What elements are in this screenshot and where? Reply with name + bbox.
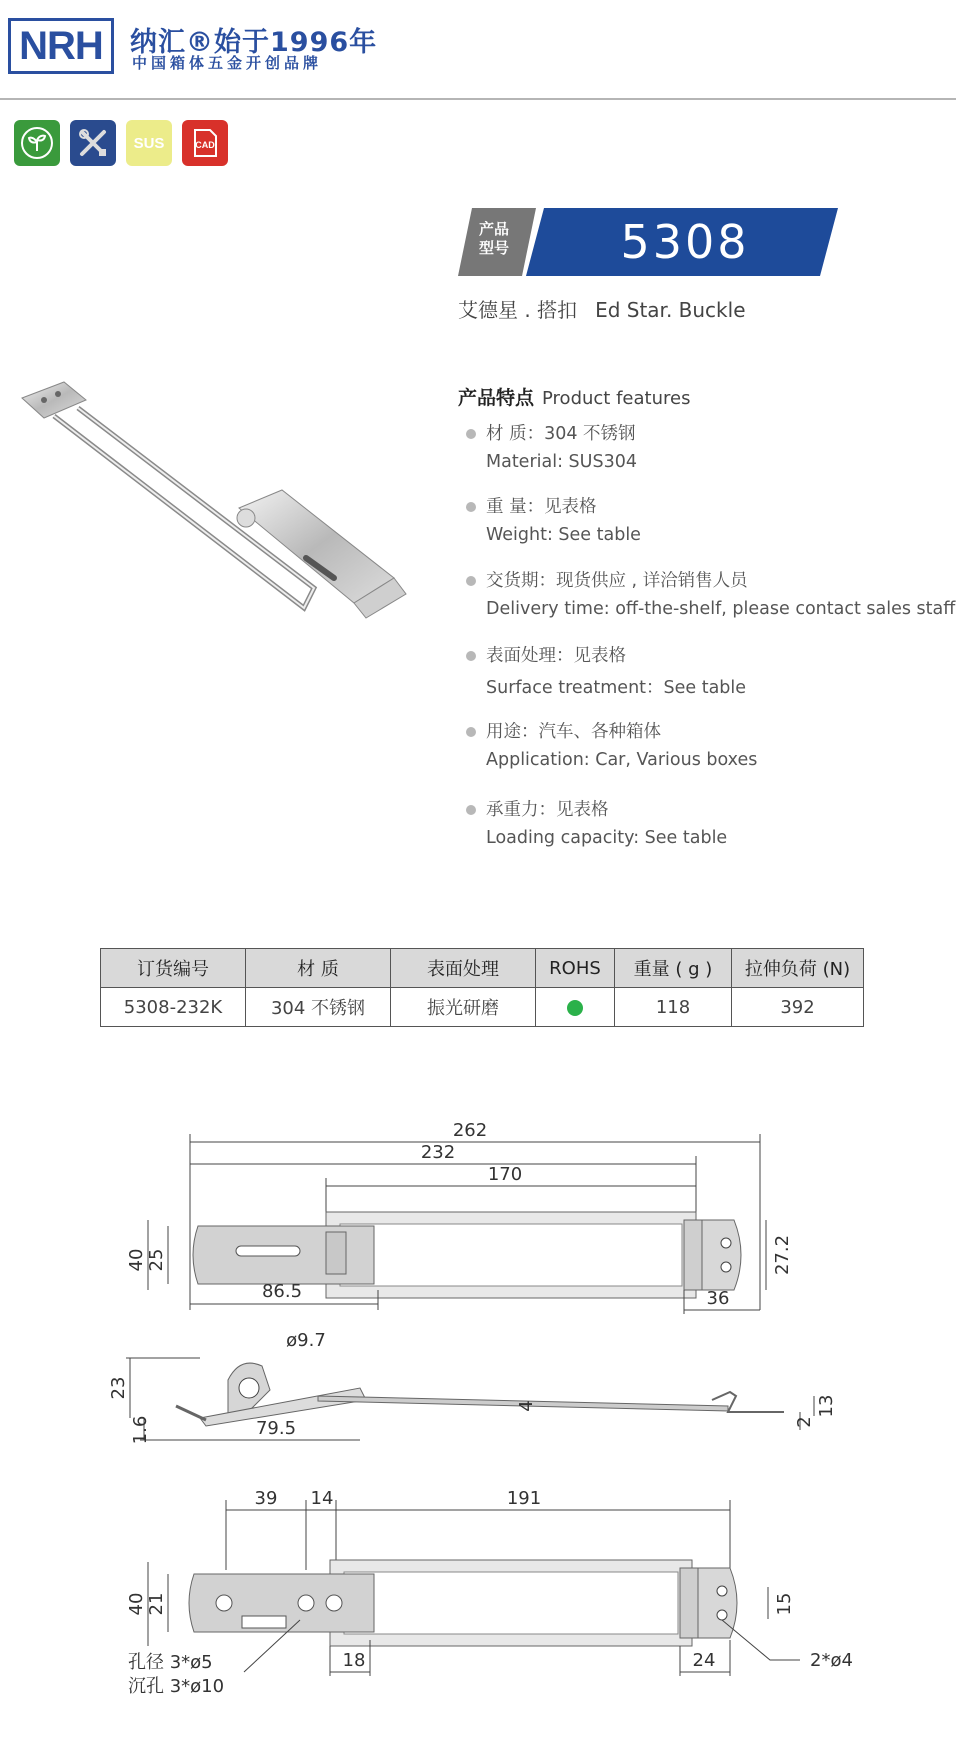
dim-170: 170 (487, 1164, 523, 1185)
dim-262: 262 (452, 1120, 488, 1141)
bullet-icon (466, 502, 476, 512)
dim-15: 15 (774, 1592, 795, 1616)
dim-27-2: 27.2 (772, 1234, 793, 1276)
bullet-icon (466, 429, 476, 439)
bullet-icon (466, 805, 476, 815)
brand-slogan: 中国箱体五金开创品牌 (132, 54, 323, 72)
brand-name: 纳汇®始于1996年 (130, 27, 378, 58)
cad-icon (182, 120, 228, 166)
dim-39: 39 (254, 1488, 278, 1509)
cell-weight: 118 (615, 988, 732, 1027)
cell-load: 392 (732, 988, 864, 1027)
dim-24: 24 (692, 1650, 716, 1671)
feature-cn: 承重力：见表格 (486, 800, 609, 820)
product-name (458, 294, 746, 323)
cell-rohs (536, 988, 615, 1027)
dim-40: 40 (126, 1248, 147, 1272)
dim-4: 4 (516, 1400, 537, 1412)
feature-en: Delivery time: off-the-shelf, please contact sales staff (486, 599, 956, 619)
top-view (148, 1134, 766, 1314)
model-tag-label: 产品 型号 (478, 220, 509, 257)
cell-material: 304 不锈钢 (246, 988, 391, 1027)
product-photo (14, 378, 444, 678)
product-name-en: Ed Star. Buckle (595, 298, 746, 322)
side-view (126, 1358, 814, 1440)
table-header-row (101, 949, 864, 988)
feature-en: Application: Car, Various boxes (486, 750, 758, 770)
features-title-cn: 产品特点 (458, 387, 535, 409)
col-load: 拉伸负荷 (N) (732, 949, 864, 988)
product-name-cn: 艾德星 . 搭扣 (458, 298, 578, 322)
eco-icon (14, 120, 60, 166)
col-rohs: ROHS (536, 949, 615, 988)
col-order-code: 订货编号 (101, 949, 246, 988)
sus-icon (126, 120, 172, 166)
feature-en: Loading capacity: See table (486, 828, 728, 848)
dim-14: 14 (310, 1488, 334, 1509)
dim-36: 36 (706, 1288, 730, 1309)
logo-text: NRH (19, 23, 103, 68)
dim-18: 18 (342, 1650, 366, 1671)
dim-2: 2 (794, 1416, 815, 1428)
dim-25: 25 (146, 1248, 167, 1272)
bullet-icon (466, 576, 476, 586)
countersink-note: 沉孔 3*ø10 (128, 1676, 225, 1697)
dim-232: 232 (420, 1142, 456, 1163)
rohs-compliant-icon (567, 1000, 583, 1016)
table-row (101, 988, 864, 1027)
dim-13: 13 (816, 1394, 837, 1418)
dim-2x-phi-4: 2*ø4 (810, 1650, 853, 1671)
feature-cn: 交货期：现货供应 , 详洽销售人员 (486, 571, 748, 591)
feature-en: Material: SUS304 (486, 452, 637, 472)
feature-en: Weight: See table (486, 525, 641, 545)
model-number: 5308 (620, 215, 750, 269)
nrh-logo (8, 18, 114, 74)
dim-40-b: 40 (126, 1592, 147, 1616)
features-title-en: Product features (542, 388, 691, 409)
dim-21: 21 (146, 1592, 167, 1616)
hole-note: 孔径 3*ø5 (128, 1652, 213, 1673)
feature-cn: 材 质：304 不锈钢 (486, 424, 636, 444)
cell-order-code: 5308-232K (101, 988, 246, 1027)
col-material: 材 质 (246, 949, 391, 988)
dim-191: 191 (506, 1488, 542, 1509)
dim-23: 23 (108, 1376, 129, 1400)
feature-en: Surface treatment：See table (486, 678, 747, 698)
features-title (458, 383, 690, 410)
sus-label: SUS (133, 134, 165, 152)
tools-icon (70, 120, 116, 166)
technical-drawing (0, 1100, 960, 1700)
spec-table (100, 948, 864, 1027)
header-divider (0, 98, 956, 100)
dim-phi-9-7: ø9.7 (286, 1330, 326, 1351)
dim-1-6: 1.6 (130, 1415, 151, 1445)
cad-label: CAD (195, 140, 215, 150)
bullet-icon (466, 651, 476, 661)
bullet-icon (466, 727, 476, 737)
dim-79-5: 79.5 (255, 1418, 297, 1439)
dim-86-5: 86.5 (261, 1281, 303, 1302)
col-weight: 重量 ( g ) (615, 949, 732, 988)
col-surface: 表面处理 (391, 949, 536, 988)
feature-cn: 表面处理：见表格 (486, 646, 626, 666)
feature-cn: 用途：汽车、各种箱体 (486, 722, 661, 742)
feature-cn: 重 量：见表格 (486, 497, 597, 517)
cell-surface: 振光研磨 (391, 988, 536, 1027)
